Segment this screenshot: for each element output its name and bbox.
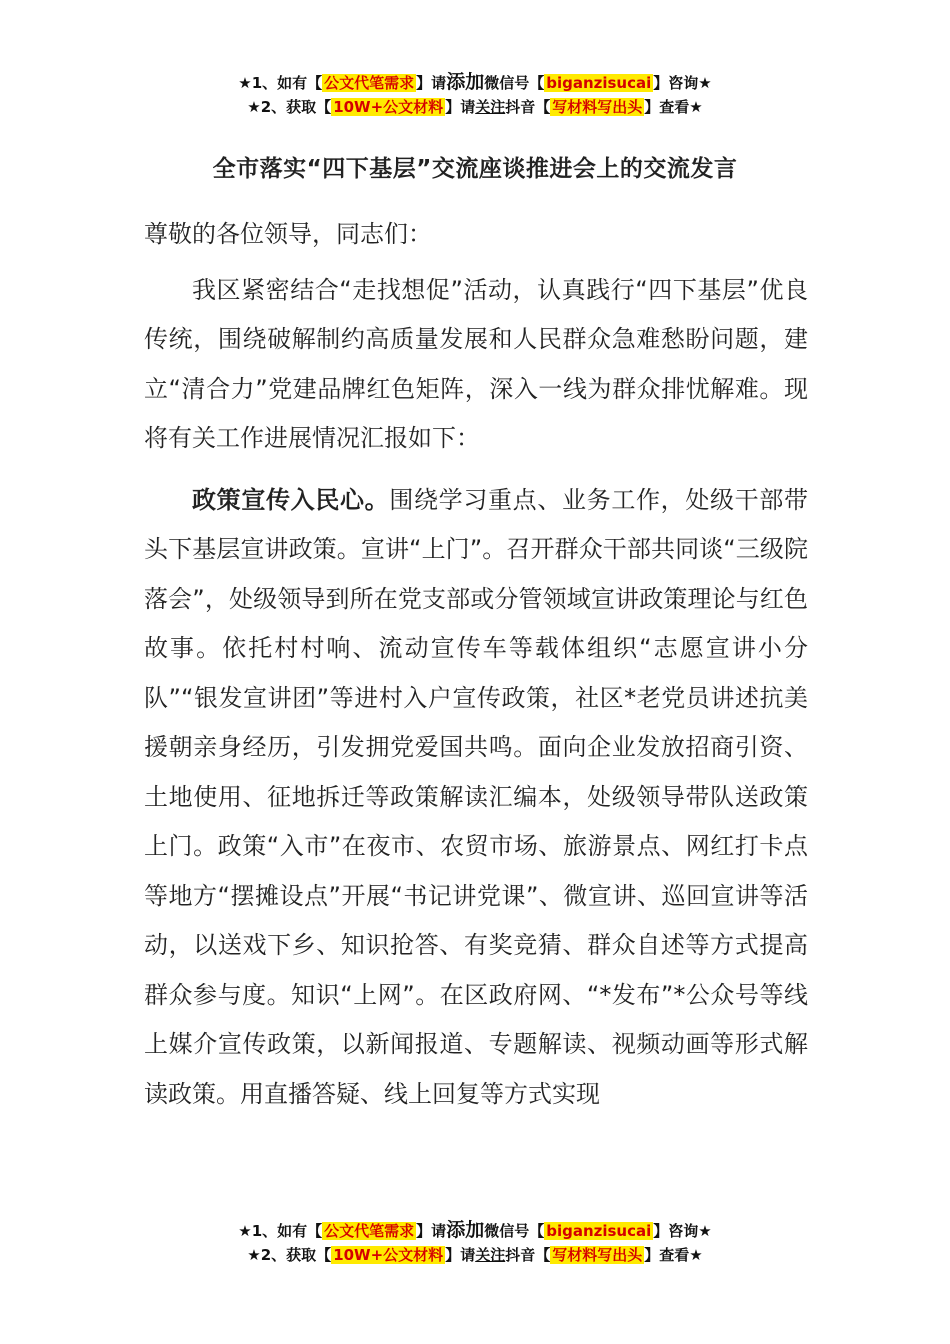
- footer-banner: [0, 1218, 950, 1267]
- banner-highlight: 10W+公文材料: [333, 98, 444, 116]
- banner-text: 微信号【: [484, 74, 545, 92]
- banner-highlight: biganzisucai: [546, 74, 652, 92]
- banner-emphasis: 关注: [475, 98, 506, 116]
- section-1-body: 围绕学习重点、业务工作，处级干部带头下基层宣讲政策。宣讲“上门”。召开群众干部共同谈“三级院落会”，处级领导到所在党支部或分管领域宣讲政策理论与红色故事。依托村村响、流动宣传车等载体组织“志愿宣讲小分队”“银发宣讲团”等进村入户宣传政策，社区*老党员讲述抗美援朝亲身经历，引发拥党爱国共鸣。面向企业发放招商引资、土地使用、征地拆迁等政策解读汇编本，处级领导带队送政策上门。政策“入市”在夜市、农贸市场、旅游景点、网红打卡点等地方“摆摊设点”开展“书记讲党课”、微宣讲、巡回宣讲等活动，以送戏下乡、知识抢答、有奖竞猜、群众自述等方式提高群众参与度。知识“上网”。在区政府网、“*发布”*公众号等线上媒介宣传政策，以新闻报道、专题解读、视频动画等形式解读政策。用直播答疑、线上回复等方式实现: [144, 485, 809, 1108]
- banner-line-2: [0, 95, 950, 119]
- banner-text: 抖音【: [505, 98, 551, 116]
- banner-line-1: [0, 1218, 950, 1243]
- intro-paragraph: 我区紧密结合“走找想促”活动，认真践行“四下基层”优良传统，围绕破解制约高质量发展和人民群众急难愁盼问题，建立“清合力”党建品牌红色矩阵，深入一线为群众排忧解难。现将有关工作进展情况汇报如下：: [144, 275, 808, 452]
- banner-emphasis: 添加: [446, 1219, 485, 1241]
- banner-highlight: biganzisucai: [546, 1222, 652, 1240]
- banner-emphasis: 关注: [475, 1246, 506, 1264]
- banner-line-2: [0, 1243, 950, 1267]
- banner-text: 微信号【: [484, 1222, 545, 1240]
- banner-emphasis: 添加: [446, 71, 485, 93]
- banner-line-1: [0, 70, 950, 95]
- banner-highlight: 10W+公文材料: [333, 1246, 444, 1264]
- banner-text: ★2、获取【: [247, 98, 332, 116]
- banner-text: 】咨询★: [653, 1222, 712, 1240]
- banner-text: 抖音【: [505, 1246, 551, 1264]
- document-body: [144, 210, 808, 1119]
- header-banner: [0, 70, 950, 119]
- banner-highlight: 写材料写出头: [552, 1246, 643, 1264]
- salutation: 尊敬的各位领导，同志们：: [144, 220, 432, 248]
- banner-text: 】咨询★: [653, 74, 712, 92]
- section-1-heading: 政策宣传入民心。: [192, 485, 390, 514]
- banner-text: 】请: [445, 98, 476, 116]
- banner-text: 】请: [416, 1222, 447, 1240]
- banner-text: ★1、如有【: [238, 74, 323, 92]
- document-title: 全市落实“四下基层”交流座谈推进会上的交流发言: [212, 156, 738, 182]
- banner-text: ★1、如有【: [238, 1222, 323, 1240]
- banner-highlight: 写材料写出头: [552, 98, 643, 116]
- banner-highlight: 公文代笔需求: [324, 74, 415, 92]
- banner-text: 】查看★: [644, 1246, 703, 1264]
- banner-text: 】请: [445, 1246, 476, 1264]
- section-1-paragraph: [144, 476, 808, 1120]
- banner-text: ★2、获取【: [247, 1246, 332, 1264]
- banner-text: 】查看★: [644, 98, 703, 116]
- banner-highlight: 公文代笔需求: [324, 1222, 415, 1240]
- banner-text: 】请: [416, 74, 447, 92]
